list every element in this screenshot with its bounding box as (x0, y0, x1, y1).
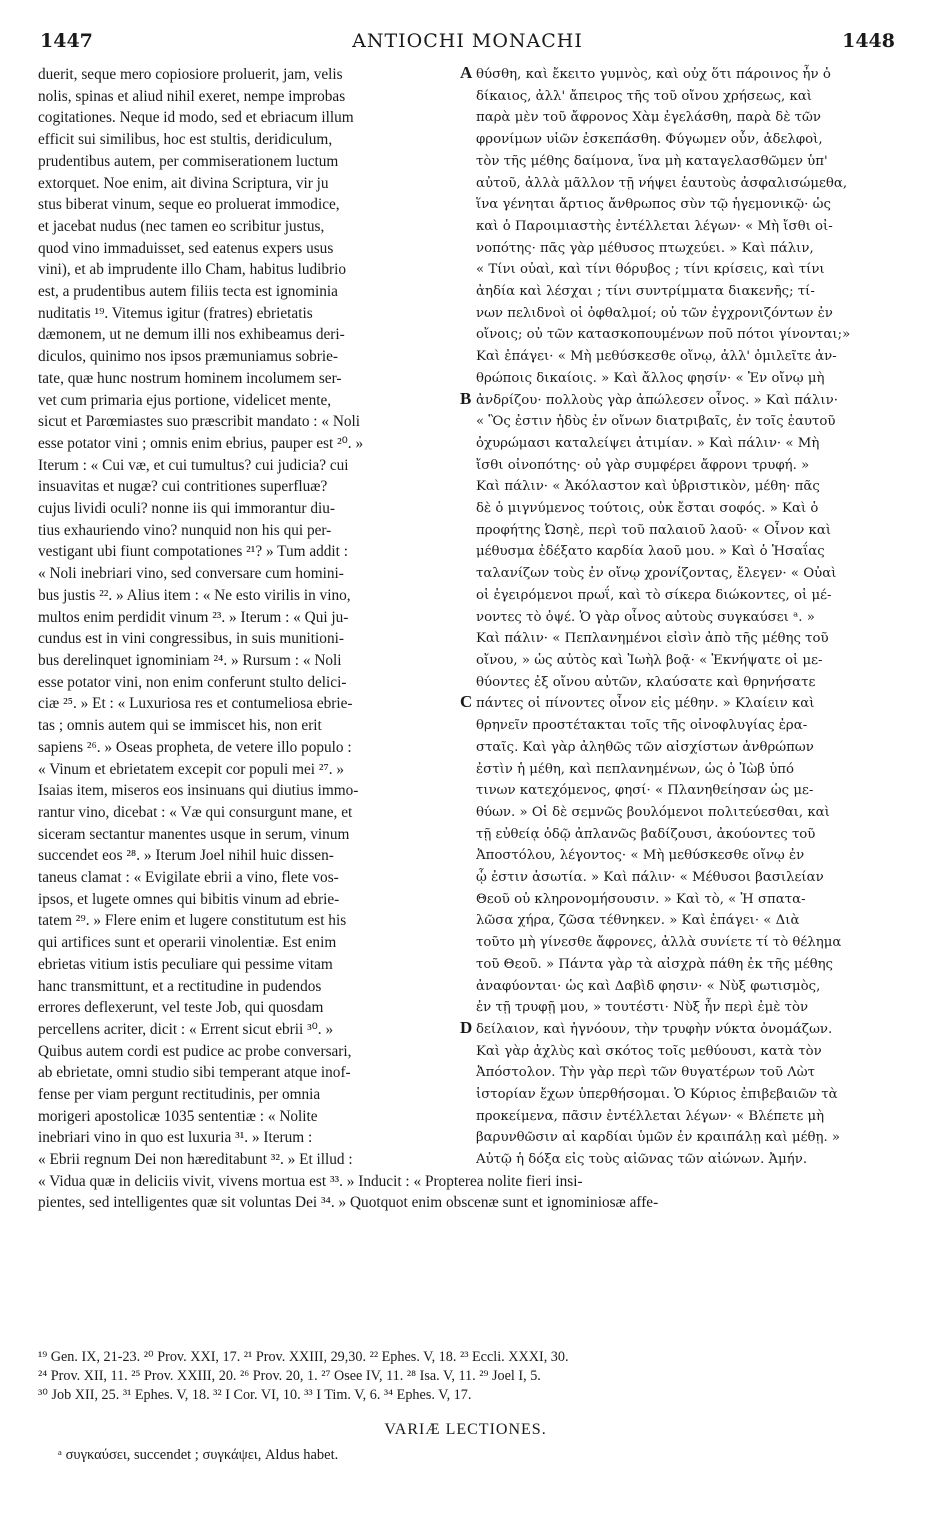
latin-text-line: prudentibus autem, per commiserationem luctum (38, 152, 339, 170)
latin-text-line: diculos, quinimo nos ipsos præmuniamus sobrie- (38, 348, 338, 366)
latin-text-line: taneus clamat : « Evigilate ebrii a vino, flete vos- (38, 869, 339, 887)
greek-text-line: θύοντες ἐξ οἴνου αὐτῶν, κλαύσατε καὶ θρηνήσατε (476, 674, 816, 690)
greek-text-line: Καὶ ἐπάγει· « Μὴ μεθύσκεσθε οἴνῳ, ἀλλ' ὁμιλεῖτε ἀν- (476, 349, 837, 365)
greek-text-line: ἀηδία καὶ λέσχαι ; τίνι συντρίμματα διακενῆς; τί- (476, 284, 815, 300)
latin-text-line: morigeri apostolicæ 1035 sententiæ : « Nolite (38, 1107, 318, 1125)
latin-text-line: est, a prudentibus autem filiis tecta est ignominia (38, 283, 338, 301)
latin-text-line: cundus est in vini congressibus, in suis munitioni- (38, 630, 344, 648)
latin-text-line: bus derelinquet ignominiam ²⁴. » Rursum : « Noli (38, 651, 342, 669)
greek-text-line: ᾧ ἐστιν ἀσωτία. » Καὶ πάλιν· « Μέθυσοι βασιλείαν (476, 870, 824, 886)
greek-column (476, 64, 896, 1171)
greek-text-line: νων πελιδνοὶ οἱ ὀφθαλμοί; οὐ τῶν ἐγχρονιζόντων ἐν (476, 305, 833, 321)
latin-text-line: « Noli inebriari vino, sed conversare cum homini- (38, 565, 344, 583)
latin-column (38, 64, 456, 1171)
latin-continuation-line: « Vidua quæ in deliciis vivit, vivens mortua est ³³. » Inducit : « Propterea nolite fieri insi- (38, 1172, 583, 1190)
greek-text-line: οἴνου, » ὡς αὐτὸς καὶ Ἰωὴλ βοᾷ· « Ἐκνήψατε οἱ με- (476, 652, 823, 668)
greek-text-line: μέθυσμα ἐδέξατο καρδία λαοῦ μου. » Καὶ ὁ Ἡσαΐας (476, 544, 825, 560)
latin-text-line: « Ebrii regnum Dei non hæreditabunt ³². » Et illud : (38, 1151, 353, 1169)
greek-text-line: Ἀπόστολον. Τὴν γὰρ περὶ τῶν θυγατέρων τοῦ Λὼτ (476, 1065, 815, 1081)
section-marker: A (460, 63, 473, 82)
latin-text-line: errores deflexerunt, vel teste Job, qui quosdam (38, 999, 324, 1017)
latin-text-line: vestigant ubi fiunt compotationes ²¹? » Tum addit : (38, 543, 348, 561)
greek-text-line: τῇ εὐθείᾳ ὁδῷ ἀπλανῶς βαδίζουσι, ἀκούοντες τοῦ (476, 826, 816, 842)
latin-text-line: percellens acriter, dicit : « Errent sicut ebrii ³⁰. » (38, 1020, 334, 1038)
greek-text-line: θύων. » Οἱ δὲ σεμνῶς βουλόμενοι πολιτεύεσθαι, καὶ (476, 804, 830, 820)
latin-text-line: tate, quæ hunc nostrum hominem incolumem ser- (38, 369, 342, 387)
greek-text-line: ἵνα γένηται ἄρτιος ἄνθρωπος σὺν τῷ ἡγεμονικῷ· ὡς (476, 197, 831, 213)
variae-lectiones-title: VARIÆ LECTIONES. (384, 1421, 547, 1438)
greek-text-line: αὐτοῦ, ἀλλὰ μᾶλλον τῇ νήψει ἑαυτοὺς ἀσφαλισώμεθα, (476, 175, 848, 191)
latin-text-line: efficit sui similibus, hoc est stultis, deridiculum, (38, 131, 333, 149)
greek-text-line: ἀναφύονται· ὡς καὶ Δαβὶδ φησιν· « Νὺξ φωτισμὸς, (476, 978, 821, 994)
latin-text-line: ipsos, et lugete omnes qui bibitis vinum ad ebrie- (38, 890, 340, 908)
greek-text-line: οἱ ἐγειρόμενοι πρωΐ, καὶ τὸ σίκερα διώκοντες, οἱ μέ- (476, 587, 832, 603)
latin-text-line: vet cum primaria ejus portione, videlicet mente, (38, 391, 332, 409)
latin-text-line: cogitationes. Neque id modo, sed et ebriacum illum (38, 109, 354, 127)
section-marker: B (460, 388, 472, 408)
latin-text-line: et jacebat nudus (nec tamen eo scribitur justus, (38, 217, 325, 235)
greek-text-line: ἱστορίαν ἔχων ὑπερθήσομαι. Ὁ Κύριος ἐπιβεβαιῶν τὰ (476, 1087, 838, 1103)
greek-text-line: τινων κατεχόμενος, φησί· « Πλανηθείησαν ὡς με- (476, 783, 814, 799)
greek-text-line: νοπότης· πᾶς γὰρ μέθυσος πτωχεύει. » Καὶ πάλιν, (476, 240, 814, 256)
greek-text-line: ὀχυρώμασι καταλείψει ἀτιμίαν. » Καὶ πάλιν· « Μὴ (476, 435, 820, 451)
latin-text-line: Isaias item, miseros eos insinuans qui diutius immo- (38, 782, 359, 800)
latin-text-line: tas ; omnis autem qui se immiscet his, non erit (38, 717, 322, 735)
greek-text-line: καὶ ὁ Παροιμιαστὴς ἐντέλλεται λέγων· « Μὴ ἴσθι οἰ- (476, 218, 833, 234)
greek-text-line: τὸν τῆς μέθης δαίμονα, ἵνα μὴ καταγελασθῶμεν ὑπ' (476, 153, 828, 169)
latin-text-line: ebrietas vitium istis peculiare qui pessime vitam (38, 955, 333, 973)
section-marker: C (460, 692, 473, 712)
greek-text-line: τοῦ Θεοῦ. » Πάντα γὰρ τὰ αἰσχρὰ πάθη ἐκ τῆς μέθης (476, 956, 834, 972)
latin-text-line: ciæ ²⁵. » Et : « Luxuriosa res et contumeliosa ebrie- (38, 695, 353, 713)
greek-text-line: Αὐτῷ ἡ δόξα εἰς τοὺς αἰῶνας τῶν αἰώνων. Ἀμήν. (476, 1152, 808, 1168)
variae-lectiones-note: ᵃ συγκαύσει, succendet ; συγκάψει, Aldus habet. (58, 1447, 339, 1463)
greek-text-line: βαρυνθῶσιν αἱ καρδίαι ὑμῶν ἐν κραιπάλῃ καὶ μέθῃ. » (476, 1130, 841, 1146)
latin-text-line: inebriari vino in quo est luxuria ³¹. » Iterum : (38, 1129, 313, 1147)
greek-text-line: δείλαιον, καὶ ἠγνόουν, τὴν τρυφὴν νύκτα ὀνομάζων. (476, 1021, 833, 1037)
latin-text-line: dæmonem, ut ne demum illi nos exhibeamus deri- (38, 326, 345, 344)
latin-text-line: « Vinum et ebrietatem excepit cor populi mei ²⁷. » (38, 760, 345, 778)
greek-text-line: ἀνδρίζου· πολλοὺς γὰρ ἀπώλεσεν οἶνος. » Καὶ πάλιν· (476, 392, 838, 408)
latin-text-line: quod vino immaduisset, sed eatenus expers usus (38, 239, 334, 257)
left-page-number: 1447 (40, 30, 93, 52)
latin-text-line: vini), et ab imprudente illo Cham, habitus ludibrio (38, 261, 347, 279)
greek-text-line: πάντες οἱ πίνοντες οἶνον εἰς μέθην. » Κλαίειν καὶ (476, 696, 815, 712)
latin-text-line: cujus lividi oculi? nonne iis qui immorantur diu- (38, 500, 335, 518)
latin-text-line: fense per viam pergunt rectitudinis, per omnia (38, 1086, 321, 1104)
greek-text-line: φρονίμων υἱῶν ἐσκεπάσθη. Φύγωμεν οὖν, ἀδελφοὶ, (476, 132, 823, 148)
greek-text-line: σταῖς. Καὶ γὰρ ἀληθῶς τῶν αἰσχίστων ἀνθρώπων (476, 739, 814, 755)
greek-text-line: Καὶ πάλιν· « Πεπλανημένοι εἰσὶν ἀπὸ τῆς μέθης τοῦ (476, 631, 829, 647)
greek-text-line: « Τίνι οὐαὶ, καὶ τίνι θόρυβος ; τίνι κρίσεις, καὶ τίνι (476, 262, 825, 278)
greek-text-line: δὲ ὁ μιγνύμενος τούτοις, οὐκ ἔσται σοφός. » Καὶ ὁ (476, 501, 819, 517)
latin-text-line: siceram sectantur manentes usque in serum, vinum (38, 825, 350, 843)
greek-text-line: προφήτης Ὠσηὲ, περὶ τοῦ παλαιοῦ λαοῦ· « Οἶνον καὶ (476, 522, 832, 538)
greek-text-line: Καὶ πάλιν· « Ἀκόλαστον καὶ ὑβριστικὸν, μέθη· πᾶς (476, 479, 820, 495)
latin-text-line: tius exhauriendo vino? nunquid non his qui per- (38, 521, 332, 539)
greek-text-line: θρηνεῖν προστέτακται τοῖς τῆς οἰνοφλυγίας ἐρα- (476, 718, 808, 734)
greek-text-line: θρώποις δικαίοις. » Καὶ ἄλλος φησίν· « Ἐν οἴνῳ μὴ (476, 370, 825, 386)
latin-text-line: Iterum : « Cui væ, et cui tumultus? cui judicia? cui (38, 456, 349, 474)
latin-text-line: sicut et Parœmiastes suo præscribit mandato : « Noli (38, 413, 361, 431)
greek-text-line: Θεοῦ οὐ κληρονομήσουσιν. » Καὶ τὸ, « Ἡ σπατα- (476, 891, 806, 907)
running-title: ANTIOCHI MONACHI (352, 30, 583, 52)
greek-text-line: λῶσα χήρα, ζῶσα τέθνηκεν. » Καὶ ἐπάγει· « Διὰ (476, 913, 800, 929)
latin-text-line: ab ebrietate, omni studio sibi temperant atque inof- (38, 1064, 351, 1082)
greek-text-line: ἐστὶν ἡ μέθη, καὶ πεπλανημένων, ὡς ὁ Ἰὼβ ὑπό (476, 761, 795, 777)
latin-text-line: hanc transmittunt, et a rectitudine in pudendos (38, 977, 322, 995)
greek-text-line: οἴνοις; οὐ τῶν κατασκοπουμένων ποῦ πότοι γίνονται;» (476, 327, 851, 343)
latin-text-line: nolis, spinas et aliud nihil exeret, nempe improbas (38, 87, 346, 105)
latin-text-line: rantur vino, dicebat : « Væ qui consurgunt mane, et (38, 803, 353, 821)
greek-text-line: θύσθη, καὶ ἔκειτο γυμνὸς, καὶ οὐχ ὅτι πάροινος ἦν ὁ (476, 67, 831, 82)
latin-text-line: bus justis ²². » Alius item : « Ne esto virilis in vino, (38, 586, 351, 604)
latin-text-line: esse potator vini ; omnis enim ebrius, pauper est ²⁰. » (38, 434, 364, 452)
latin-continuation (38, 1171, 896, 1214)
greek-text-line: ἴσθι οἰνοπότης· οὐ γὰρ συμφέρει ἄφρονι τρυφή. » (476, 457, 810, 473)
section-marker: D (460, 1017, 473, 1037)
greek-text-line: Ἀποστόλου, λέγοντος· « Μὴ μεθύσκεσθε οἴνῳ ἐν (476, 848, 805, 864)
latin-text-line: multos enim perdidit vinum ²³. » Iterum : « Qui ju- (38, 608, 349, 626)
right-page-number: 1448 (842, 30, 895, 52)
footnote-line: ¹⁹ Gen. IX, 21-23. ²⁰ Prov. XXI, 17. ²¹ Prov. XXIII, 29,30. ²² Ephes. V, 18. ²³ Eccli. XXXI, 30. (38, 1349, 569, 1365)
latin-text-line: extorquet. Noe enim, ait divina Scriptura, vir ju (38, 174, 329, 192)
greek-text-line: ταλανίζων τοὺς ἐν οἴνῳ χρονίζοντας, ἔλεγεν· « Οὐαὶ (476, 566, 837, 582)
latin-continuation-line: pientes, sed intelligentes quæ sit voluntas Dei ³⁴. » Quotquot enim obscenæ sunt et ignominiosæ affe- (38, 1194, 659, 1212)
greek-text-line: νοντες τὸ ὀψέ. Ὁ γὰρ οἶνος αὐτοὺς συγκαύσει ᵃ. » (476, 609, 815, 625)
latin-text-line: nuditatis ¹⁹. Vitemus igitur (fratres) ebrietatis (38, 304, 313, 322)
latin-text-line: insuavitas et nugæ? cui contritiones superfluæ? (38, 478, 328, 496)
latin-text-line: Quibus autem cordi est pudice ac probe conversari, (38, 1042, 352, 1060)
latin-text-line: qui artifices sunt et operarii vinolentiæ. Est enim (38, 934, 337, 952)
latin-text-line: sapiens ²⁶. » Oseas propheta, de vetere illo populo : (38, 738, 352, 756)
greek-text-line: Καὶ γὰρ ἀχλὺς καὶ σκότος τοῖς μεθύουσι, κατὰ τὸν (476, 1043, 822, 1059)
page-header (40, 30, 895, 64)
footnote-line: ²⁴ Prov. XII, 11. ²⁵ Prov. XXIII, 20. ²⁶ Prov. 20, 1. ²⁷ Osee IV, 11. ²⁸ Isa. V, 11. ²⁹ Joel I, 5. (38, 1368, 541, 1384)
greek-text-line: ἐν τῇ τρυφῇ μου, » τουτέστι· Νὺξ ἦν περὶ ἐμὲ τὸν (476, 1000, 809, 1016)
latin-text-line: duerit, seque mero copiosiore proluerit, jam, velis (38, 66, 343, 83)
latin-text-line: succendet eos ²⁸. » Iterum Joel nihil huic dissen- (38, 847, 334, 865)
footnotes (38, 1348, 896, 1405)
footnote-line: ³⁰ Job XII, 25. ³¹ Ephes. V, 18. ³² I Cor. VI, 10. ³³ I Tim. V, 6. ³⁴ Ephes. V, 17. (38, 1387, 472, 1403)
greek-text-line: τοῦτο μὴ γίνεσθε ἄφρονες, ἀλλὰ συνίετε τί τὸ θέλημα (476, 935, 842, 951)
latin-text-line: esse potator vini, non enim conferunt stulto delici- (38, 673, 347, 691)
greek-text-line: δίκαιος, ἀλλ' ἄπειρος τῆς τοῦ οἴνου χρήσεως, καὶ (476, 88, 812, 104)
latin-text-line: stus biberat vinum, seque eo proluerat immodice, (38, 196, 340, 214)
greek-text-line: παρὰ μὲν τοῦ ἄφρονος Χὰμ ἐγελάσθη, παρὰ δὲ τῶν (476, 110, 821, 126)
greek-text-line: « Ὃς ἐστιν ἡδὺς ἐν οἴνων διατριβαῖς, ἐν τοῖς ἑαυτοῦ (476, 414, 836, 430)
greek-text-line: προκείμενα, πᾶσιν ἐντέλλεται λέγων· « Βλέπετε μὴ (476, 1108, 825, 1124)
latin-text-line: tatem ²⁹. » Flere enim et lugere constitutum est his (38, 912, 347, 930)
